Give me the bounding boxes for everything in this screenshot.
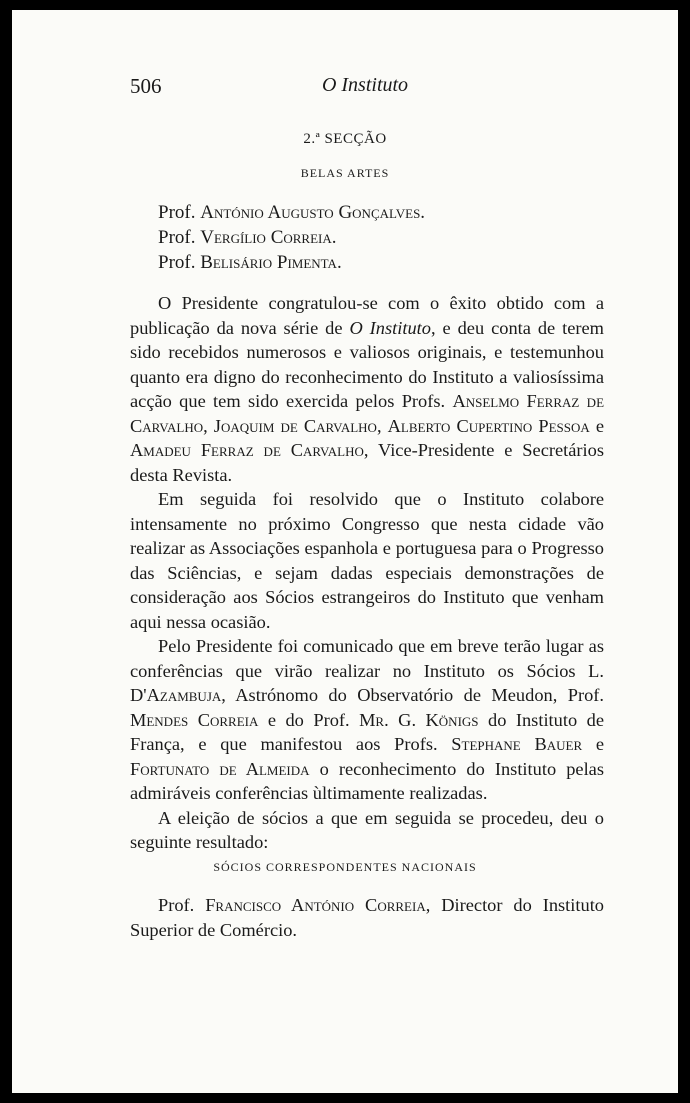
text-segment: e [582,734,605,754]
text-segment: , [203,415,214,436]
member-name: Vergílio Correia. [200,227,337,248]
text-segment: O Presidente congratulou-se com o êxito obtido com a publicação da nova série de [130,293,604,338]
text-segment: do Instituto de França, e que manifestou aos Profs. [130,709,604,754]
name-smallcaps: Fortunato de Almeida [130,758,310,779]
page-number: 506 [130,74,162,98]
name-smallcaps: Joaquim de Carvalho [213,415,377,436]
text-segment: o reconhecimento do Instituto pelas admiráveis conferências ùltimamente realizadas. [130,758,604,803]
name-smallcaps: Amadeu Ferraz de Carvalho [130,440,364,460]
body-text [130,291,604,855]
name-smallcaps: Mendes Correia [130,709,259,730]
paragraph-election [130,806,604,855]
name-smallcaps: Anselmo Ferraz de Carvalho [130,391,605,436]
text-segment: Pelo Presidente foi comunicado que em breve terão lugar as conferências que virão realizar no Instituto os Sócios L. [130,636,604,681]
member-name: António Augusto Gonçalves. [200,202,426,223]
name-smallcaps: Stephane Bauer [451,734,583,754]
text-segment: , e deu conta de terem sido recebidos numerosos e valiosos originais, e testemunhou quanto era digno do reconhecimento do Instituto a valiosíssima acção que tem sido exercida pelos Profs. [130,317,604,411]
text-segment: e [589,415,604,436]
correspondent-entry [130,893,604,943]
name-smallcaps: D'Azambuja [130,685,222,705]
text-segment: Em seguida foi resolvido que o Instituto colabore intensamente no próximo Congresso que nesta cidade vão realizar as Associações espanhola e portuguesa para o Progresso das Sciências, e sejam dadas especiais demonstrações de consideração aos Sócios estrangeiros do Instituto que venham aqui nessa ocasião. [130,489,604,632]
name-smallcaps: Francisco António Correia [205,895,426,915]
member-line [158,225,425,250]
section-title: 2.ª SECÇÃO [303,131,387,147]
text-segment: , Director do Instituto Superior de Comércio. [130,895,605,940]
paragraph-congress-resolution [130,487,604,634]
member-name: Belisário Pimenta. [200,252,342,273]
text-segment: e do Prof. [258,709,360,730]
document-page [12,10,678,1093]
text-segment: A eleição de sócios a que em seguida se procedeu, deu o seguinte resultado: [130,807,604,852]
member-title: Prof. [158,227,196,248]
section-subtitle: BELAS ARTES [300,166,390,180]
italic-title: O Instituto [349,317,431,338]
paragraph-president-congratulations [130,291,604,487]
paragraph-conferences [130,634,604,806]
text-segment: , [376,415,388,436]
member-line [158,200,425,225]
journal-title: O Instituto [321,74,409,96]
name-smallcaps: Mr. G. Königs [359,709,479,730]
member-title: Prof. [158,252,196,273]
subheading-correspondents: SÓCIOS CORRESPONDENTES NACIONAIS [213,860,477,874]
name-smallcaps: Alberto Cupertino Pessoa [387,415,590,436]
running-head [130,74,600,108]
member-line [158,250,425,275]
member-list [158,200,425,275]
member-title: Prof. [158,202,196,223]
text-segment: Prof. [158,895,206,915]
correspondent-line [130,893,604,943]
text-segment: , Vice-Presidente e Secretários desta Revista. [130,440,604,485]
text-segment: , Astrónomo do Observatório de Meudon, Prof. [221,685,604,705]
